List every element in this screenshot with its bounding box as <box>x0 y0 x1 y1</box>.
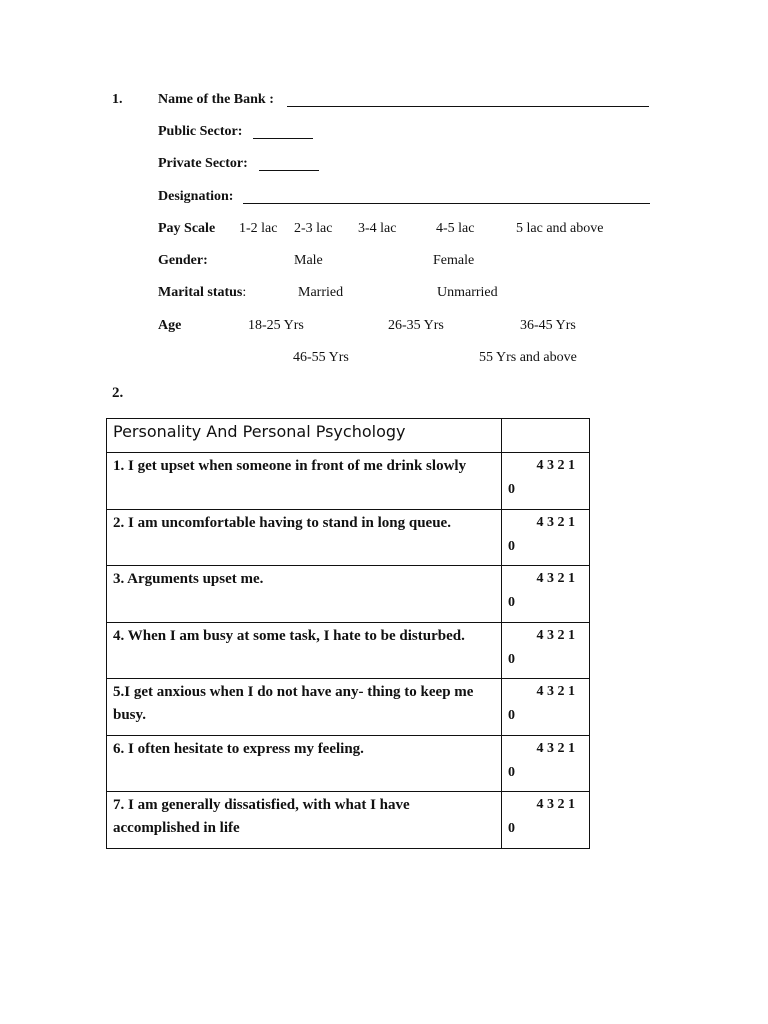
gender-option-male[interactable]: Male <box>294 253 323 268</box>
table-row <box>107 792 590 849</box>
private-sector-label: Private Sector: <box>158 156 248 171</box>
question-text: 3. Arguments upset me. <box>113 571 264 587</box>
marital-option-unmarried[interactable]: Unmarried <box>437 285 498 300</box>
question-text: 2. I am uncomfortable having to stand in long queue. <box>113 515 451 531</box>
pay-scale-option[interactable]: 3-4 lac <box>358 221 397 236</box>
score-cell[interactable]: 4 3 2 1 0 <box>502 566 590 623</box>
question-text: 5.I get anxious when I do not have any- thing to keep me busy. <box>113 684 474 723</box>
table-row <box>107 510 590 566</box>
psychology-table <box>106 418 590 849</box>
marital-option-married[interactable]: Married <box>298 285 344 300</box>
score-cell[interactable]: 4 3 2 1 0 <box>502 510 590 566</box>
bank-name-field[interactable] <box>287 106 649 107</box>
table-row <box>107 736 590 792</box>
age-option[interactable]: 18-25 Yrs <box>248 318 304 333</box>
table-header-row <box>107 419 590 453</box>
age-option[interactable]: 26-35 Yrs <box>388 318 444 333</box>
pay-scale-option[interactable]: 1-2 lac <box>239 221 278 236</box>
pay-scale-option[interactable]: 5 lac and above <box>516 221 604 236</box>
score-cell[interactable]: 4 3 2 1 0 <box>502 623 590 679</box>
pay-scale-option[interactable]: 4-5 lac <box>436 221 475 236</box>
table-row <box>107 453 590 510</box>
table-row <box>107 566 590 623</box>
score-cell[interactable]: 4 3 2 1 0 <box>502 453 590 510</box>
table-row <box>107 623 590 679</box>
private-sector-field[interactable] <box>259 170 319 171</box>
score-cell[interactable]: 4 3 2 1 0 <box>502 792 590 849</box>
score-cell[interactable]: 4 3 2 1 0 <box>502 679 590 736</box>
gender-label: Gender: <box>158 253 208 268</box>
designation-field[interactable] <box>243 203 650 204</box>
gender-option-female[interactable]: Female <box>433 253 475 268</box>
table-title: Personality And Personal Psychology <box>113 422 406 441</box>
bank-name-label: Name of the Bank : <box>158 92 274 107</box>
section-2-number: 2. <box>112 385 124 401</box>
age-label: Age <box>158 318 182 333</box>
score-header-cell <box>502 419 590 453</box>
table-row <box>107 679 590 736</box>
pay-scale-option[interactable]: 2-3 lac <box>294 221 333 236</box>
age-option[interactable]: 55 Yrs and above <box>479 350 577 365</box>
age-option[interactable]: 46-55 Yrs <box>293 350 349 365</box>
section-1-number: 1. <box>112 92 123 107</box>
designation-label: Designation: <box>158 189 234 204</box>
question-text: 4. When I am busy at some task, I hate to be disturbed. <box>113 628 465 644</box>
public-sector-label: Public Sector: <box>158 124 243 139</box>
age-option[interactable]: 36-45 Yrs <box>520 318 576 333</box>
marital-status-label: Marital status: <box>158 285 247 300</box>
score-cell[interactable]: 4 3 2 1 0 <box>502 736 590 792</box>
public-sector-field[interactable] <box>253 138 313 139</box>
question-text: 6. I often hesitate to express my feeling. <box>113 741 364 757</box>
question-text: 1. I get upset when someone in front of me drink slowly <box>113 458 467 474</box>
question-text: 7. I am generally dissatisfied, with what I have accomplished in life <box>113 797 410 836</box>
pay-scale-label: Pay Scale <box>158 221 216 236</box>
